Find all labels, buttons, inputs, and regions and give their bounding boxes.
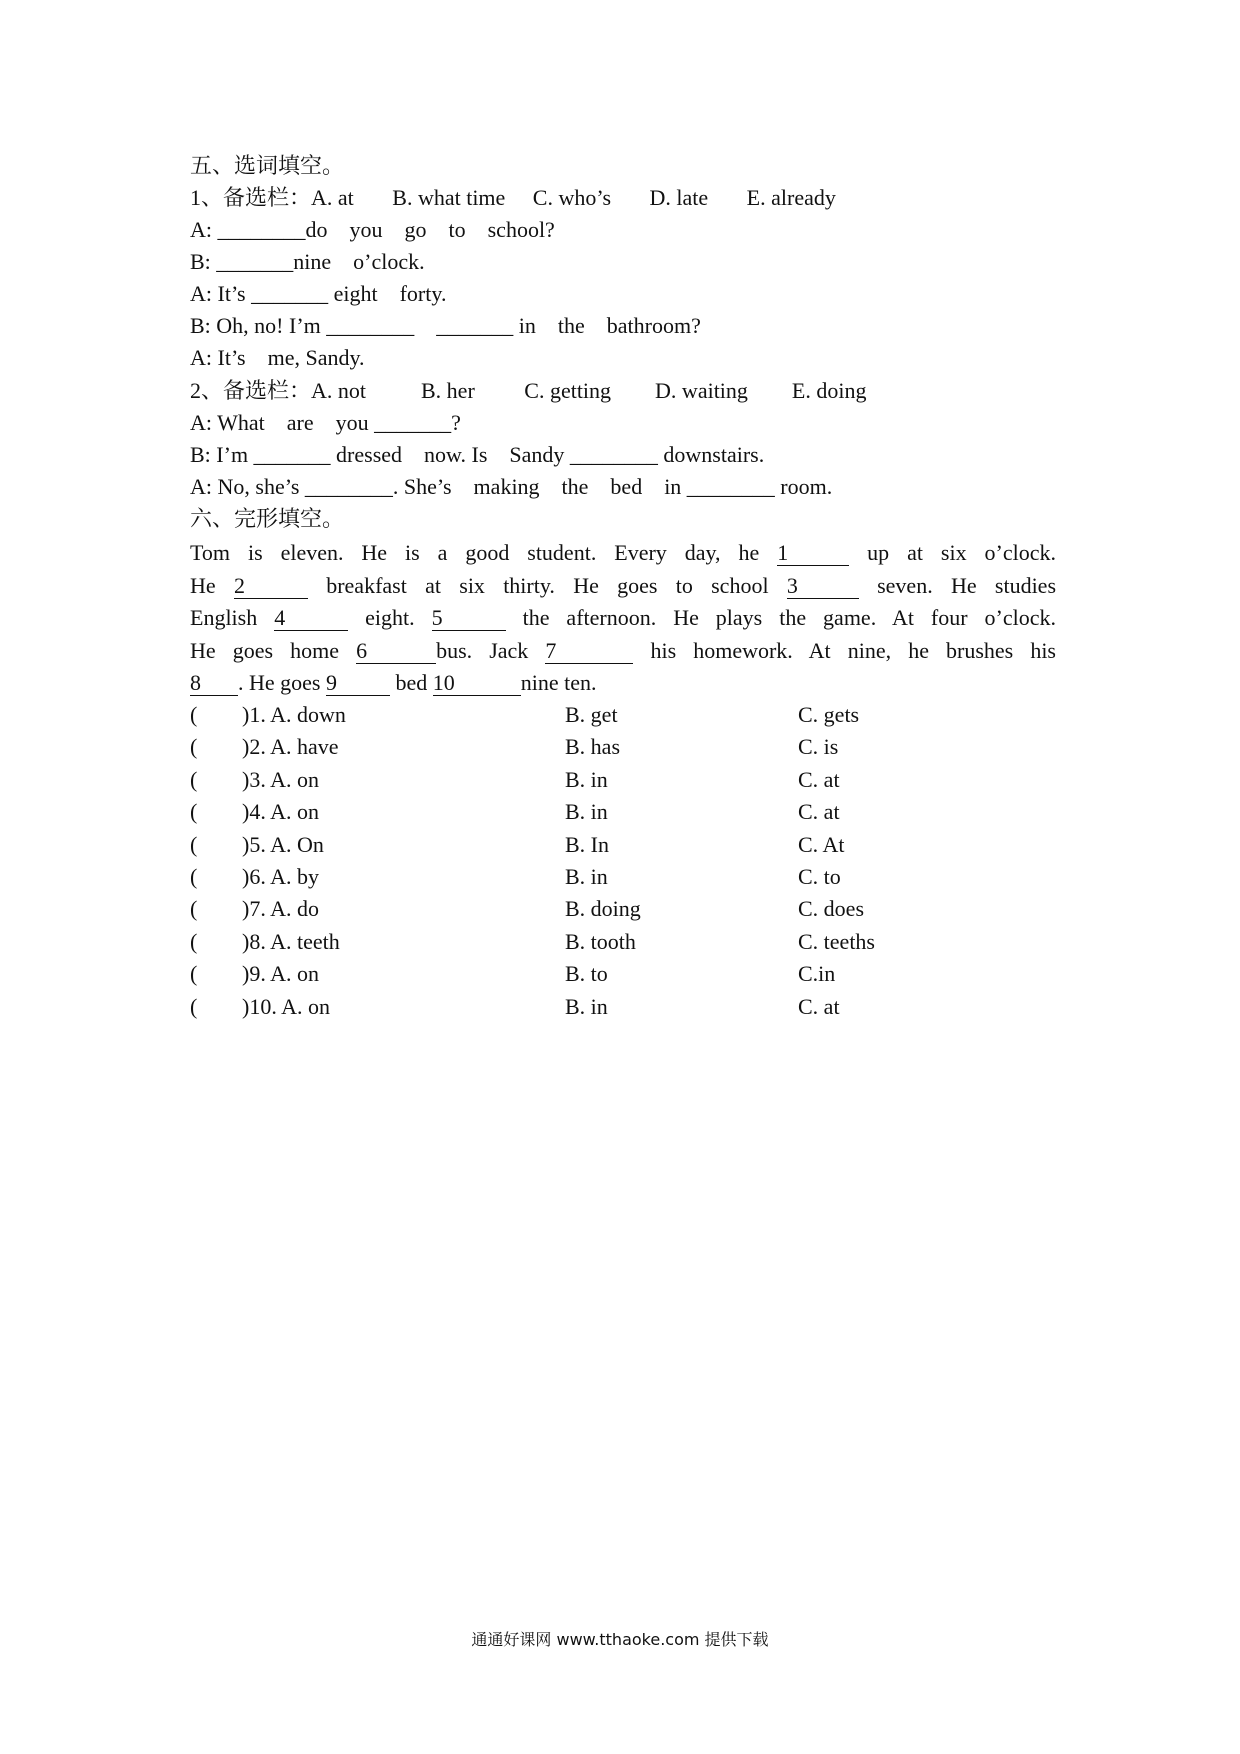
passage-line <box>190 570 1056 603</box>
cloze-blank[interactable]: 10 <box>433 671 521 696</box>
passage-text: the afternoon. He plays the game. At four o’clock. <box>505 605 1056 631</box>
cloze-blank[interactable]: 4 <box>274 606 348 631</box>
option-b: B. in <box>565 993 608 1019</box>
passage-line <box>190 635 1056 668</box>
answer-paren[interactable]: ( <box>190 864 198 889</box>
option-a: )1. A. down <box>242 702 346 727</box>
passage-text: eight. <box>348 605 432 631</box>
question-row <box>190 927 1090 957</box>
option-b: B. doing <box>565 896 641 922</box>
question-row <box>190 992 1090 1022</box>
passage-text: English <box>190 605 275 631</box>
answer-paren[interactable]: ( <box>190 766 198 792</box>
answer-paren[interactable]: ( <box>190 928 198 954</box>
question-row <box>190 765 1090 795</box>
q1-line: A: It’s me, Sandy. <box>190 345 365 370</box>
option-b: B. in <box>565 766 608 792</box>
passage-line <box>190 537 1056 570</box>
q1-line: A: ________do you go to school? <box>190 217 555 242</box>
option-b: B. in <box>565 799 608 825</box>
option-b: B. tooth <box>565 928 636 954</box>
option-a: )8. A. teeth <box>242 928 340 954</box>
option-a: )2. A. have <box>242 734 339 760</box>
passage-text: seven. He studies <box>858 572 1057 598</box>
page-footer: 通通好课网 www.tthaoke.com 提供下载 <box>471 1630 769 1649</box>
cloze-blank[interactable]: 5 <box>432 606 506 631</box>
answer-paren[interactable]: ( <box>190 831 198 857</box>
q1-line: B: _______nine o’clock. <box>190 249 425 274</box>
option-c: C. does <box>798 896 864 922</box>
passage-line <box>190 667 1056 700</box>
cloze-blank[interactable]: 3 <box>787 574 859 599</box>
passage-text: bus. Jack <box>436 637 546 663</box>
option-c: C. at <box>798 766 840 792</box>
cloze-blank[interactable]: 6 <box>356 639 436 664</box>
cloze-blank[interactable]: 2 <box>234 574 308 599</box>
answer-paren[interactable]: ( <box>190 734 198 760</box>
passage-text: his homework. At nine, he brushes his <box>633 637 1056 663</box>
cloze-blank[interactable]: 8 <box>190 671 238 696</box>
q2-options: 2、备选栏：A. not B. her C. getting D. waiting E. doing <box>190 378 867 403</box>
passage-text: . He goes <box>238 670 326 696</box>
passage-text: breakfast at six thirty. He goes to school <box>307 572 787 598</box>
option-c: C. At <box>798 831 845 857</box>
option-a: )9. A. on <box>242 961 319 987</box>
section6-heading: 六、完形填空。 <box>190 506 345 531</box>
option-a: )10. A. on <box>242 993 330 1019</box>
question-row <box>190 830 1090 860</box>
passage-text: Tom is eleven. He is a good student. Every day, he <box>190 540 778 565</box>
q2-line: A: No, she’s ________. She’s making the bed in ________ room. <box>190 474 833 499</box>
passage-text: He <box>190 572 234 598</box>
q1-line: B: Oh, no! I’m ________ _______ in the bathroom? <box>190 313 701 338</box>
cloze-blank[interactable]: 7 <box>545 639 633 664</box>
option-a: )3. A. on <box>242 766 319 792</box>
option-b: B. has <box>565 734 620 760</box>
answer-paren[interactable]: ( <box>190 961 198 987</box>
question-row <box>190 797 1090 827</box>
option-b: B. In <box>565 831 609 857</box>
option-c: C.in <box>798 961 836 987</box>
passage-text: nine ten. <box>520 670 597 696</box>
q2-line: B: I’m _______ dressed now. Is Sandy ________ downstairs. <box>190 442 765 467</box>
option-a: )7. A. do <box>242 896 319 922</box>
cloze-passage <box>190 537 1056 700</box>
option-b: B. in <box>565 864 608 889</box>
option-b: B. to <box>565 961 608 987</box>
passage-text: He goes home <box>190 637 357 663</box>
option-c: C. gets <box>798 702 860 727</box>
question-row <box>190 894 1090 924</box>
passage-line <box>190 602 1056 635</box>
passage-text: bed <box>389 670 433 696</box>
option-c: C. at <box>798 799 840 825</box>
option-c: C. teeths <box>798 928 875 954</box>
question-row <box>190 862 1090 892</box>
answer-paren[interactable]: ( <box>190 702 198 727</box>
option-c: C. to <box>798 864 841 889</box>
question-row <box>190 959 1090 989</box>
section5-heading: 五、选词填空。 <box>190 153 345 178</box>
option-a: )4. A. on <box>242 799 319 825</box>
option-c: C. at <box>798 993 840 1019</box>
option-a: )5. A. On <box>242 831 324 857</box>
option-c: C. is <box>798 734 839 760</box>
answer-paren[interactable]: ( <box>190 799 198 825</box>
answer-paren[interactable]: ( <box>190 896 198 922</box>
cloze-blank[interactable]: 1 <box>777 541 849 566</box>
passage-text: up at six o’clock. <box>849 540 1056 565</box>
q2-line: A: What are you _______? <box>190 410 461 435</box>
q1-options: 1、备选栏：A. at B. what time C. who’s D. late E. already <box>190 185 836 210</box>
question-row <box>190 732 1090 762</box>
option-b: B. get <box>565 702 618 727</box>
answer-paren[interactable]: ( <box>190 993 198 1019</box>
cloze-blank[interactable]: 9 <box>326 671 390 696</box>
option-a: )6. A. by <box>242 864 319 889</box>
q1-line: A: It’s _______ eight forty. <box>190 281 447 306</box>
question-row <box>190 700 1090 730</box>
